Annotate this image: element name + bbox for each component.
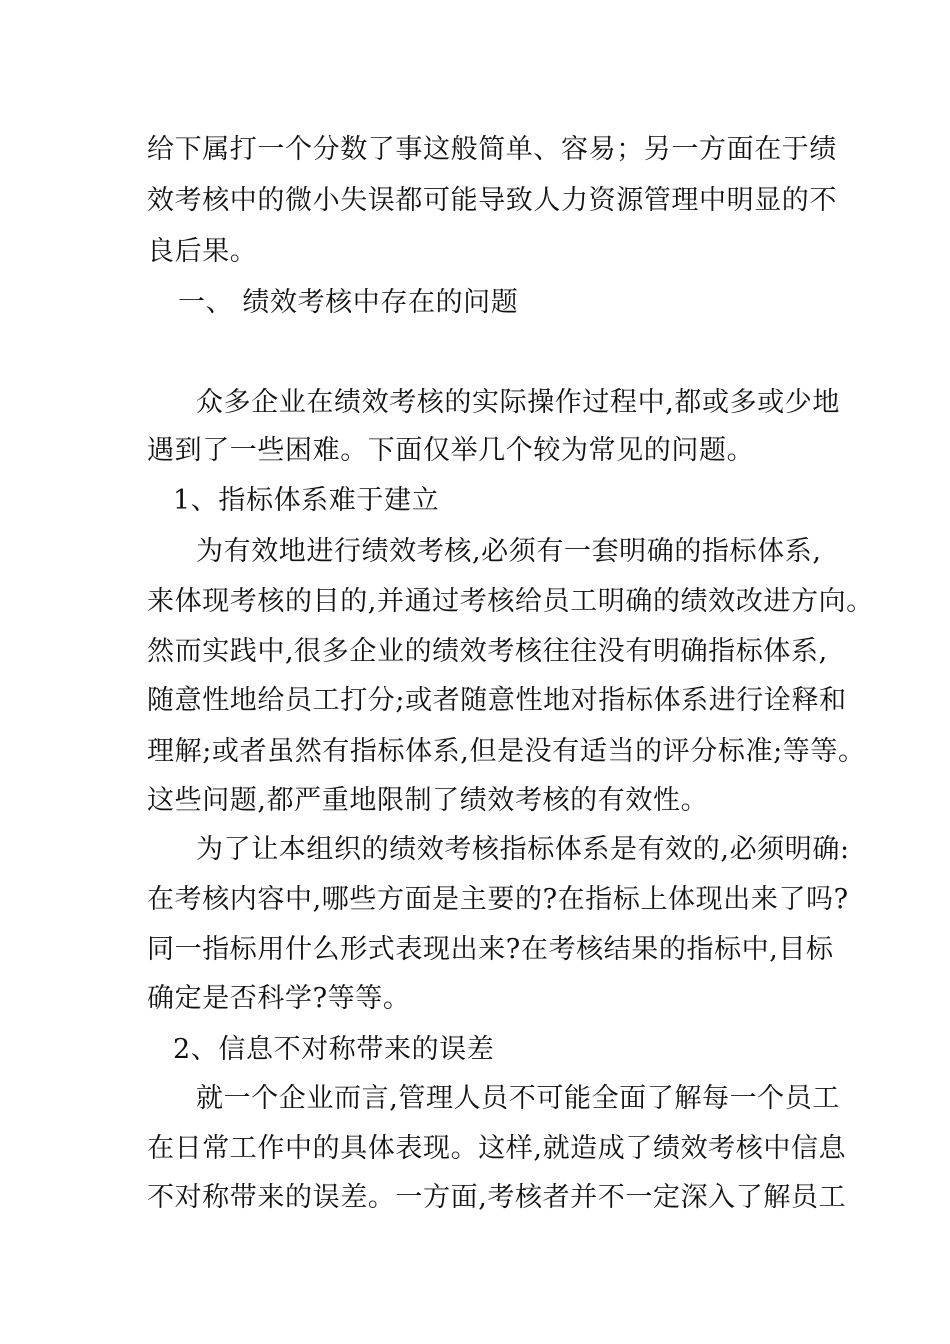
subsection-heading: 2、信息不对称带来的误差: [173, 1034, 495, 1065]
paragraph-line: 不对称带来的误差。一方面,考核者并不一定深入了解员工: [147, 1182, 847, 1213]
paragraph-line: 来体现考核的目的,并通过考核给员工明确的绩效改进方向。: [147, 586, 874, 617]
paragraph-line: 遇到了一些困难。下面仅举几个较为常见的问题。: [147, 435, 755, 466]
paragraph-line: 确定是否科学?等等。: [147, 983, 411, 1014]
paragraph-line: 这些问题,都严重地限制了绩效考核的有效性。: [147, 785, 709, 816]
paragraph-line: 理解;或者虽然有指标体系,但是没有适当的评分标准;等等。: [147, 736, 866, 767]
subsection-heading: 1、指标体系难于建立: [173, 485, 440, 516]
paragraph-line: 给下属打一个分数了事这般简单、容易；另一方面在于绩: [147, 134, 837, 165]
paragraph-line: 效考核中的微小失误都可能导致人力资源管理中明显的不: [147, 185, 837, 216]
paragraph-line: 然而实践中,很多企业的绩效考核往往没有明确指标体系,: [147, 636, 828, 667]
paragraph-line: 在日常工作中的具体表现。这样,就造成了绩效考核中信息: [147, 1133, 847, 1164]
paragraph-line: 为了让本组织的绩效考核指标体系是有效的,必须明确:: [196, 834, 850, 865]
paragraph-line: 随意性地给员工打分;或者随意性地对指标体系进行诠释和: [147, 685, 847, 716]
paragraph-line: 同一指标用什么形式表现出来?在考核结果的指标中,目标: [147, 934, 834, 965]
paragraph-line: 就一个企业而言,管理人员不可能全面了解每一个员工: [196, 1083, 840, 1114]
paragraph-line: 在考核内容中,哪些方面是主要的?在指标上体现出来了吗?: [147, 884, 849, 915]
paragraph-line: 良后果。: [147, 236, 258, 267]
section-heading: 一、 绩效考核中存在的问题: [178, 287, 519, 318]
paragraph-line: 众多企业在绩效考核的实际操作过程中,都或多或少地: [196, 387, 840, 418]
paragraph-line: 为有效地进行绩效考核,必须有一套明确的指标体系,: [196, 536, 822, 567]
